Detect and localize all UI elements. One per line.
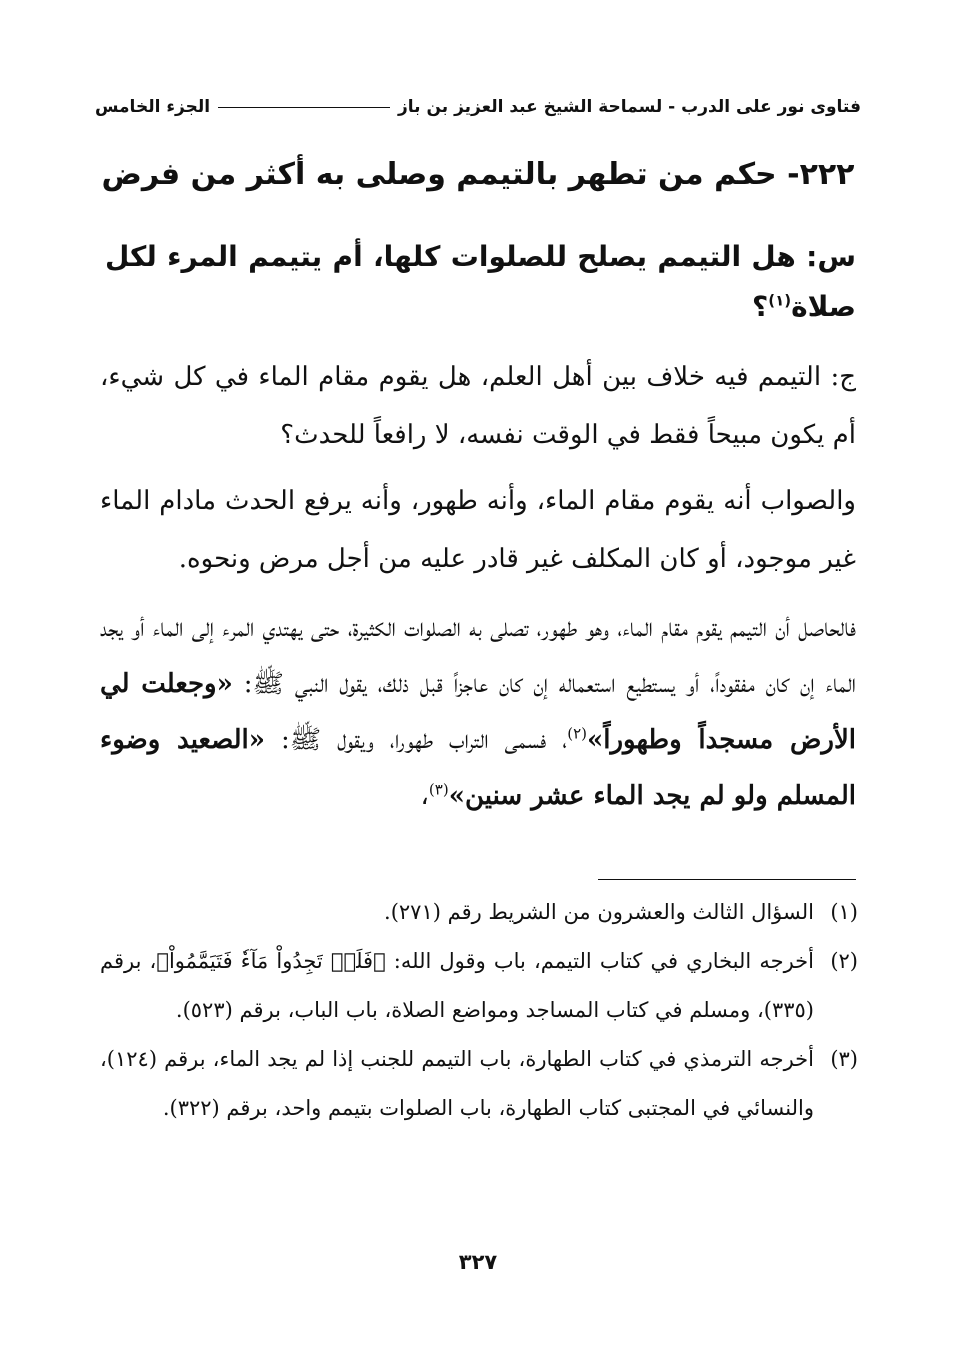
running-header <box>95 92 861 122</box>
question-text: س: هل التيمم يصلح للصلوات كلها، أم يتيمم المرء لكل صلاة <box>105 240 856 323</box>
footnote-number: (٢) <box>830 949 858 973</box>
footnote-3 <box>100 1035 858 1133</box>
header-rule <box>218 107 390 108</box>
footnote-number: (٣) <box>830 1047 858 1071</box>
footnote-number: (١) <box>830 900 858 924</box>
footnote-separator <box>598 879 856 880</box>
footnote-text: أخرجه الترمذي في كتاب الطهارة، باب التيمم للجنب إذا لم يجد الماء، برقم (١٢٤)، والنسائي في المجتبى كتاب الطهارة، باب الصلوات بتيمم واحد، برقم (٣٢٢). <box>100 1047 814 1120</box>
footnote-ref-2[interactable]: (٢) <box>567 724 587 743</box>
question <box>105 232 856 332</box>
paragraph-3-part-3: ، <box>420 781 429 811</box>
page-number: ٣٢٧ <box>458 1250 498 1274</box>
question-mark: ؟ <box>752 290 769 323</box>
paragraph-3-part-1: فالحاصل أن التيمم يقوم مقام الماء، وهو طهور، تصلى به الصلوات الكثيرة، حتى يهتدي المرء إلى الماء أو يجد الماء إن كان مفقوداً، أو يستطيع استعماله إن كان عاجزاً قبل ذلك، يقول النبي ﷺ: <box>100 613 857 699</box>
footnote-text: أخرجه البخاري في كتاب التيمم، باب وقول الله: ﴿فَلَمۡ تَجِدُواْ مَآءٗ فَتَيَمَّمُواْ﴾، برقم (٣٣٥)، ومسلم في كتاب المساجد ومواضع الصلاة، باب الباب، برقم (٥٢٣). <box>100 949 814 1022</box>
book-title: فتاوى نور على الدرب - لسماحة الشيخ عبد العزيز بن باز <box>398 97 861 117</box>
paragraph-3 <box>100 600 856 824</box>
footnote-ref-3[interactable]: (٣) <box>428 780 449 799</box>
answer-paragraph: ج: التيمم فيه خلاف بين أهل العلم، هل يقوم مقام الماء في كل شيء، أم يكون مبيحاً فقط في الوقت نفسه، لا رافعاً للحدث؟ <box>100 362 856 450</box>
footnote-1 <box>100 888 858 937</box>
footnote-text: السؤال الثالث والعشرون من الشريط رقم (٢٧١). <box>384 900 814 924</box>
footnotes <box>100 888 858 1133</box>
hadith-quote-1: «وجعلت لي الأرض مسجداً وطهوراً» <box>100 669 857 755</box>
chapter-title: ٢٢٢- حكم من تطهر بالتيمم وصلى به أكثر من فرض <box>101 157 855 192</box>
volume-label: الجزء الخامس <box>95 97 211 117</box>
footnote-2 <box>100 937 858 1035</box>
paragraph-3-part-2: ، فسمى التراب طهورا، ويقول ﷺ: <box>281 725 568 755</box>
hadith-quote-2: «الصعيد وضوء المسلم ولو لم يجد الماء عشر سنين» <box>100 725 856 811</box>
footnote-ref-1[interactable]: (١) <box>768 291 792 310</box>
paragraph-2: والصواب أنه يقوم مقام الماء، وأنه طهور، وأنه يرفع الحدث مادام الماء غير موجود، أو كان المكلف غير قادر عليه من أجل مرض ونحوه. <box>100 486 856 574</box>
